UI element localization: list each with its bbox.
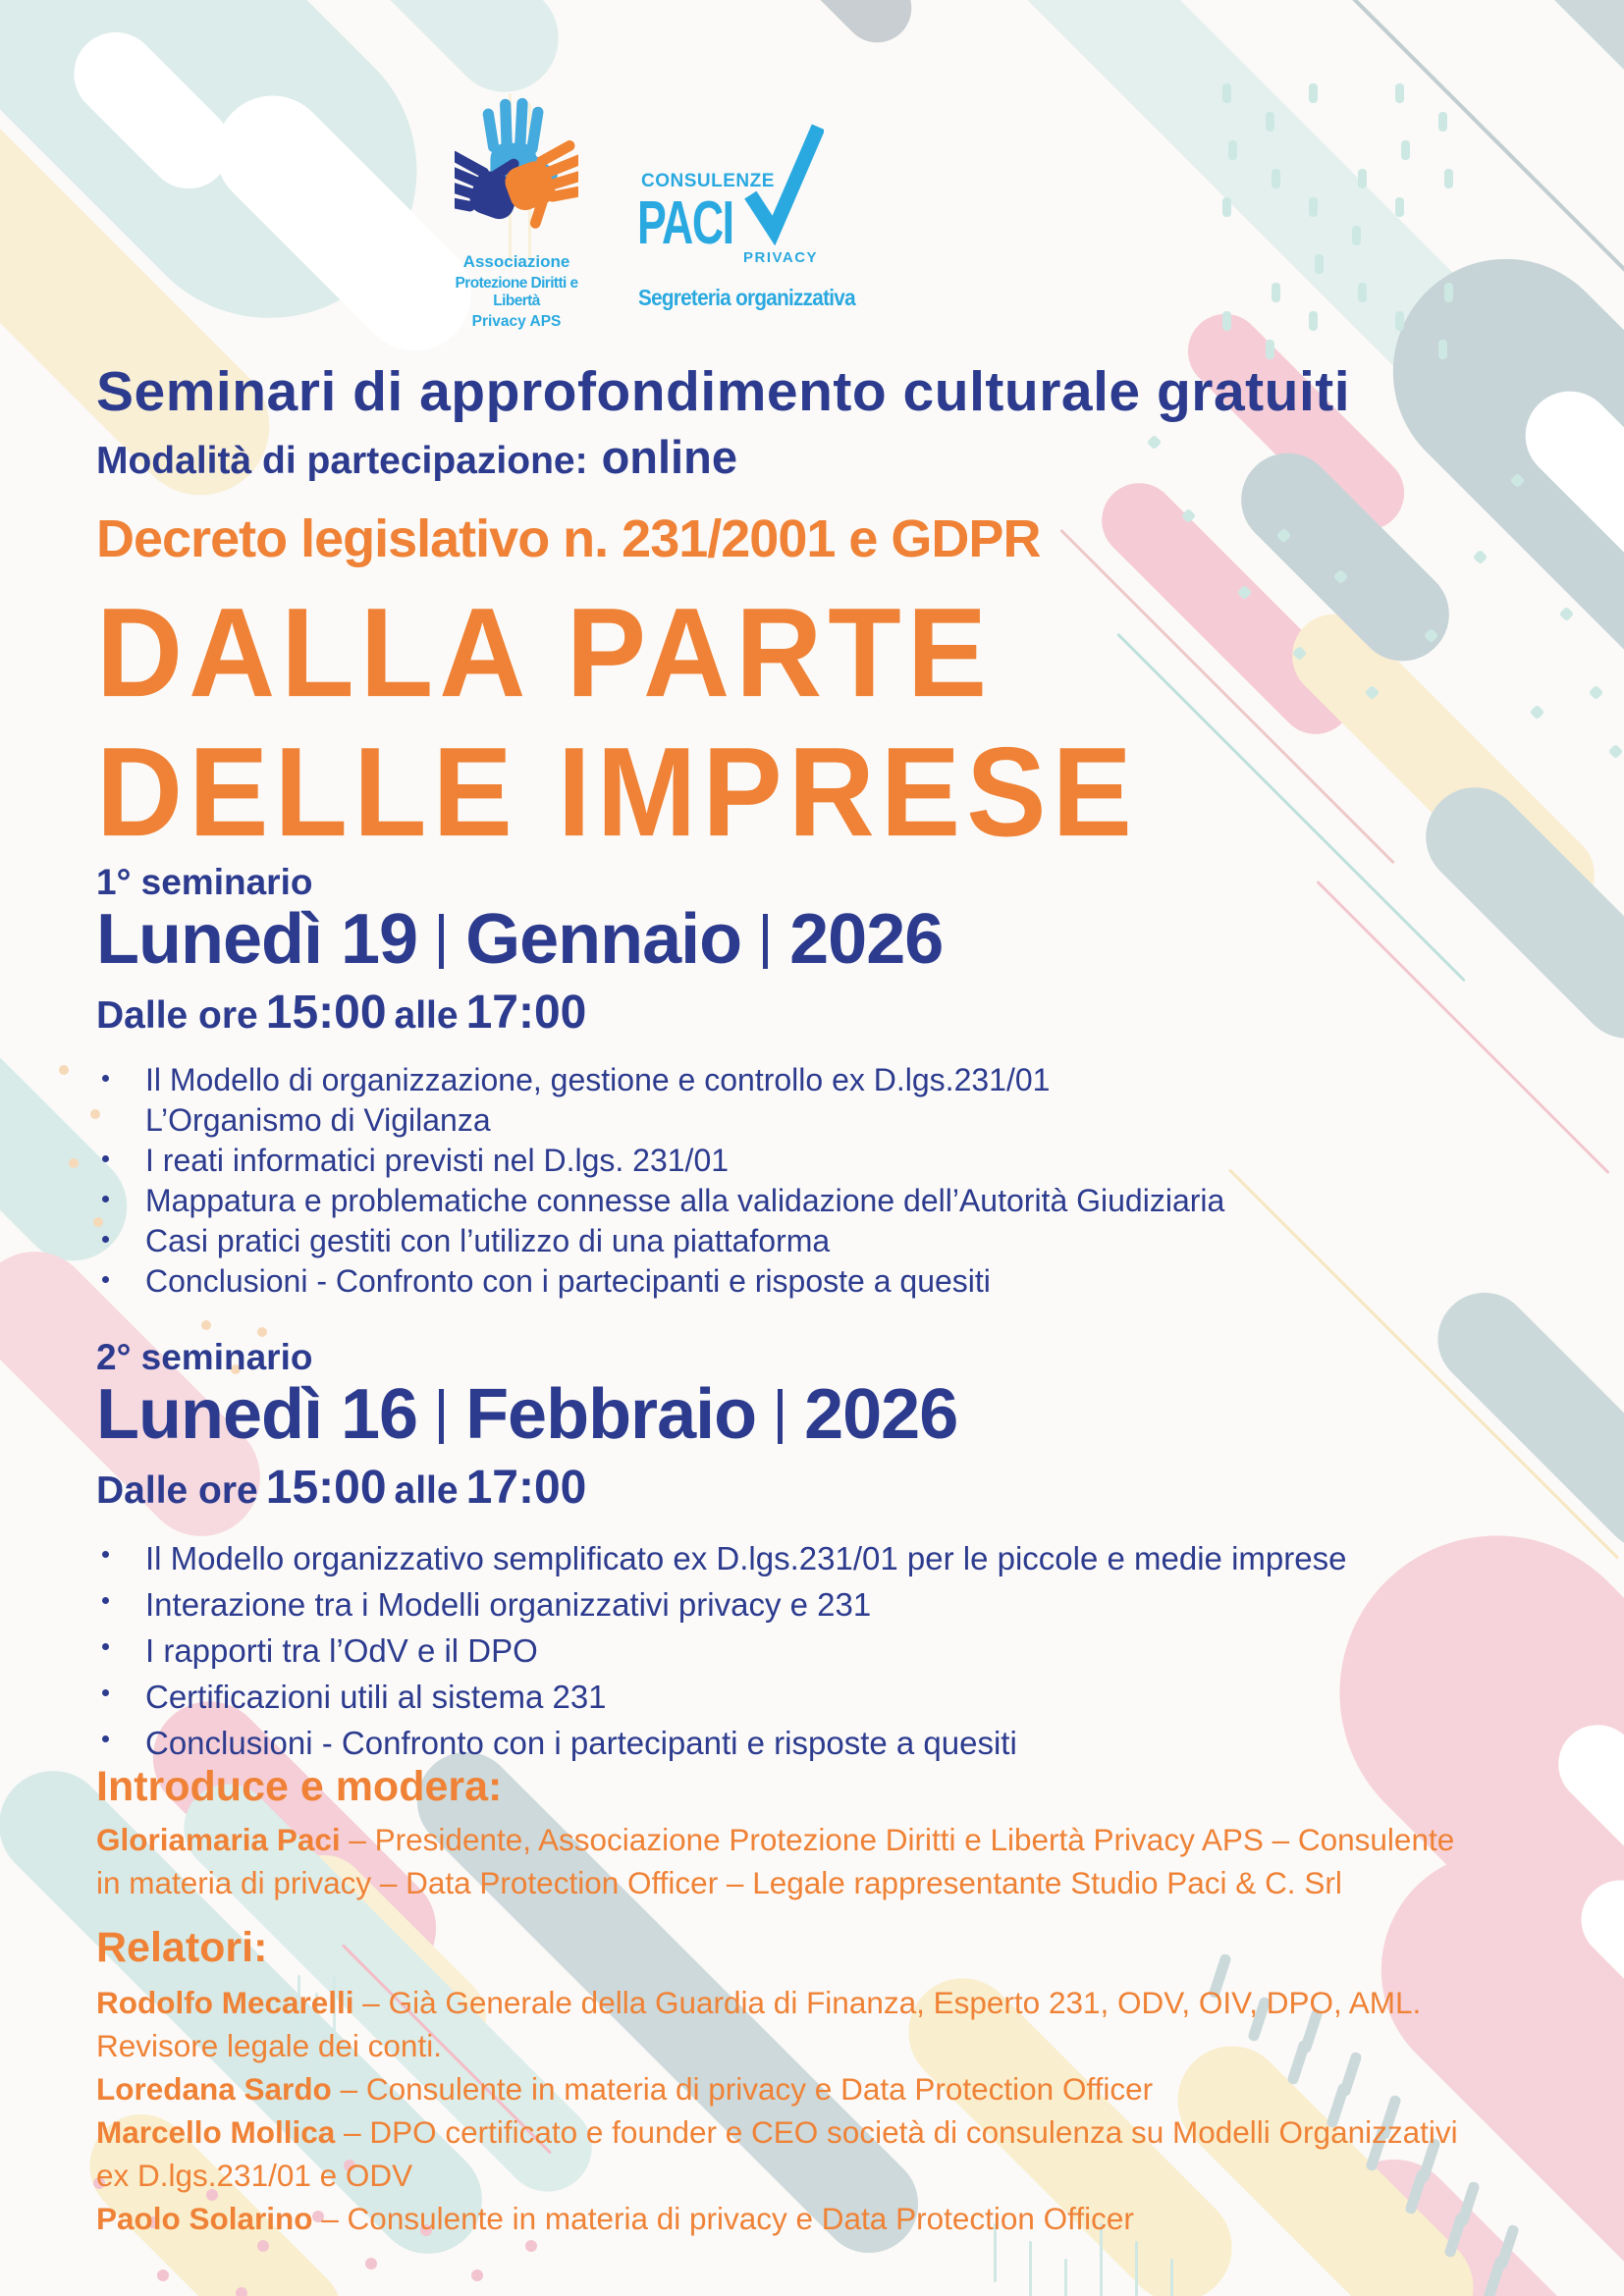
seminar1-day: Lunedì 19 <box>96 900 418 979</box>
seminar2-day: Lunedì 16 <box>96 1375 418 1454</box>
main-title-line1: DALLA PARTE <box>96 581 994 723</box>
participation-value: online <box>601 431 737 483</box>
seminar1-label: 1° seminario <box>96 862 313 902</box>
topic-item: Casi pratici gestiti con l’utilizzo di una piattaforma <box>96 1221 1569 1261</box>
separator-bar <box>439 1389 444 1444</box>
person-name: Paolo Solarino <box>96 2201 313 2236</box>
consulenze-paci-logo <box>633 147 908 334</box>
topic-item: Conclusioni - Confronto con i partecipanti e risposte a quesiti <box>96 1720 1569 1766</box>
time-end: 17:00 <box>465 1462 587 1514</box>
topic-item: I reati informatici previsti nel D.lgs. 231/01 <box>96 1141 1569 1181</box>
person-name: Loredana Sardo <box>96 2071 332 2107</box>
association-name: Associazione <box>462 252 570 271</box>
paci-word-paci: PACI <box>637 189 733 257</box>
person-entry: Gloriamaria Paci – Presidente, Associazione Protezione Diritti e Libertà Privacy APS – Consulente in materia di privacy – Data Protection Officer – Legale rappresentante Studio Paci & C. Srl <box>96 1822 1455 1900</box>
speakers-heading: Relatori: <box>96 1924 268 1971</box>
paci-subtitle: Segreteria organizzativa <box>638 285 855 310</box>
time-start: 15:00 <box>265 1462 387 1514</box>
association-subtitle: Protezione Diritti e Libertà <box>455 275 578 309</box>
paci-word-consulenze: CONSULENZE <box>641 171 775 191</box>
person-entry: Rodolfo Mecarelli – Già Generale della Guardia di Finanza, Esperto 231, ODV, OIV, DPO, AML. Revisore legale dei conti. <box>96 1985 1422 2063</box>
seminar1-date <box>96 899 943 980</box>
topic-item: Mappatura e problematiche connesse alla validazione dell’Autorità Giudiziaria <box>96 1181 1569 1221</box>
time-end: 17:00 <box>465 987 587 1039</box>
separator-bar <box>778 1389 783 1444</box>
participation-label: Modalità di partecipazione: <box>96 440 588 482</box>
seminar1-topics <box>96 1060 1569 1302</box>
person-name: Marcello Mollica <box>96 2114 336 2150</box>
time-start: 15:00 <box>265 987 387 1039</box>
paci-word-privacy: PRIVACY <box>743 249 819 266</box>
seminar1-month: Gennaio <box>465 900 742 979</box>
seminar2-label: 2° seminario <box>96 1337 313 1377</box>
time-connector: alle <box>394 1469 459 1512</box>
decree-kicker: Decreto legislativo n. 231/2001 e GDPR <box>96 509 1041 568</box>
seminar2-year: 2026 <box>804 1375 958 1454</box>
speakers-list <box>96 1981 1579 2240</box>
time-connector: alle <box>394 994 459 1037</box>
time-label: Dalle ore <box>96 1469 258 1512</box>
seminar2-time <box>96 1461 594 1515</box>
three-hands-icon <box>455 93 578 248</box>
association-subtitle2: Privacy APS <box>471 313 562 330</box>
person-name: Gloriamaria Paci <box>96 1822 341 1857</box>
moderator-entry <box>96 1818 1579 1904</box>
topic-item: Interazione tra i Modelli organizzativi privacy e 231 <box>96 1581 1569 1628</box>
topic-item: Conclusioni - Confronto con i partecipanti e risposte a quesiti <box>96 1261 1569 1302</box>
main-title-line2: DELLE IMPRESE <box>96 721 1138 863</box>
separator-bar <box>439 914 444 969</box>
person-entry: Loredana Sardo – Consulente in materia di privacy e Data Protection Officer <box>96 2071 1154 2107</box>
poster-title: Seminari di approfondimento culturale gratuiti <box>96 360 1351 423</box>
seminar1-time <box>96 986 594 1040</box>
moderator-heading: Introduce e modera: <box>96 1763 503 1810</box>
seminar2-month: Febbraio <box>465 1375 757 1454</box>
person-entry: Paolo Solarino – Consulente in materia di privacy e Data Protection Officer <box>96 2201 1134 2236</box>
separator-bar <box>763 914 768 969</box>
association-logo <box>430 93 603 331</box>
person-name: Rodolfo Mecarelli <box>96 1985 354 2020</box>
topic-item: Certificazioni utili al sistema 231 <box>96 1674 1569 1720</box>
seminar2-date <box>96 1374 957 1455</box>
topic-item: Il Modello di organizzazione, gestione e controllo ex D.lgs.231/01 L’Organismo di Vigilanza <box>96 1060 1569 1141</box>
topic-item: Il Modello organizzativo semplificato ex D.lgs.231/01 per le piccole e medie imprese <box>96 1535 1569 1581</box>
seminar2-topics <box>96 1535 1569 1766</box>
topic-item: I rapporti tra l’OdV e il DPO <box>96 1628 1569 1674</box>
participation-mode <box>96 430 737 484</box>
checkmark-icon <box>743 116 824 245</box>
time-label: Dalle ore <box>96 994 258 1037</box>
person-entry: Marcello Mollica – DPO certificato e founder e CEO società di consulenza su Modelli Organizzativi ex D.lgs.231/01 e ODV <box>96 2114 1458 2193</box>
seminar1-year: 2026 <box>789 900 944 979</box>
